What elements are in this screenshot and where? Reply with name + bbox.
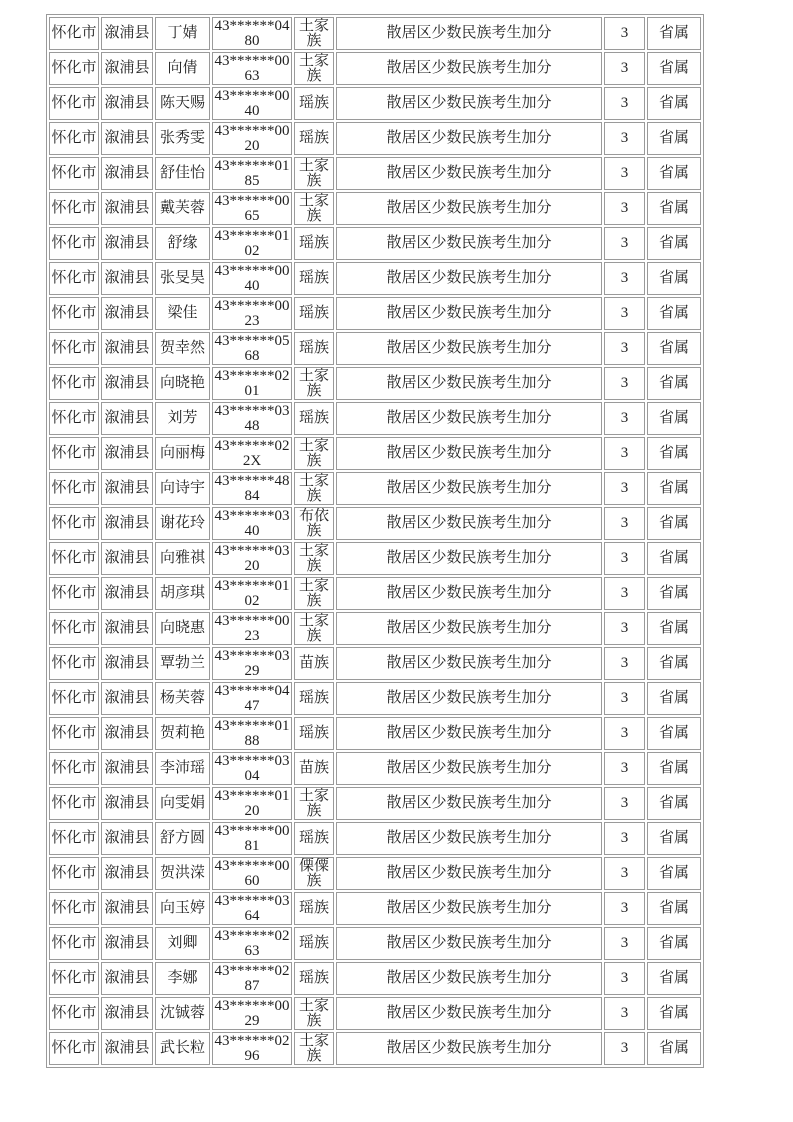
table-row [49, 647, 701, 680]
cell-bonus_type: 散居区少数民族考生加分 [336, 577, 602, 610]
cell-scope: 省属 [647, 892, 701, 925]
cell-county: 溆浦县 [101, 542, 153, 575]
cell-city: 怀化市 [49, 87, 99, 120]
cell-city: 怀化市 [49, 227, 99, 260]
cell-scope: 省属 [647, 227, 701, 260]
cell-scope: 省属 [647, 507, 701, 540]
cell-city: 怀化市 [49, 857, 99, 890]
cell-name: 向玉婷 [155, 892, 210, 925]
cell-bonus_type: 散居区少数民族考生加分 [336, 227, 602, 260]
table-row [49, 17, 701, 50]
cell-id: 43******0060 [212, 857, 292, 890]
table-row [49, 122, 701, 155]
table-row [49, 577, 701, 610]
cell-county: 溆浦县 [101, 962, 153, 995]
cell-scope: 省属 [647, 472, 701, 505]
cell-city: 怀化市 [49, 472, 99, 505]
cell-name: 向诗宇 [155, 472, 210, 505]
cell-name: 武长粒 [155, 1032, 210, 1065]
cell-scope: 省属 [647, 647, 701, 680]
cell-points: 3 [604, 227, 645, 260]
cell-id: 43******0065 [212, 192, 292, 225]
cell-ethnicity: 土家族 [294, 787, 334, 820]
cell-ethnicity: 土家族 [294, 612, 334, 645]
cell-county: 溆浦县 [101, 892, 153, 925]
cell-bonus_type: 散居区少数民族考生加分 [336, 17, 602, 50]
cell-ethnicity: 瑶族 [294, 927, 334, 960]
cell-points: 3 [604, 332, 645, 365]
cell-id: 43******0329 [212, 647, 292, 680]
table-row [49, 157, 701, 190]
cell-id: 43******0447 [212, 682, 292, 715]
cell-points: 3 [604, 472, 645, 505]
cell-points: 3 [604, 717, 645, 750]
cell-county: 溆浦县 [101, 17, 153, 50]
cell-ethnicity: 苗族 [294, 752, 334, 785]
cell-bonus_type: 散居区少数民族考生加分 [336, 262, 602, 295]
table-row [49, 367, 701, 400]
cell-points: 3 [604, 577, 645, 610]
cell-points: 3 [604, 52, 645, 85]
cell-points: 3 [604, 752, 645, 785]
cell-bonus_type: 散居区少数民族考生加分 [336, 962, 602, 995]
cell-ethnicity: 瑶族 [294, 227, 334, 260]
cell-id: 43******0320 [212, 542, 292, 575]
cell-name: 刘卿 [155, 927, 210, 960]
cell-bonus_type: 散居区少数民族考生加分 [336, 402, 602, 435]
cell-city: 怀化市 [49, 332, 99, 365]
table-row [49, 962, 701, 995]
cell-scope: 省属 [647, 192, 701, 225]
table-row [49, 332, 701, 365]
cell-name: 梁佳 [155, 297, 210, 330]
cell-points: 3 [604, 857, 645, 890]
table-row [49, 87, 701, 120]
cell-bonus_type: 散居区少数民族考生加分 [336, 857, 602, 890]
cell-ethnicity: 瑶族 [294, 682, 334, 715]
cell-county: 溆浦县 [101, 87, 153, 120]
cell-county: 溆浦县 [101, 717, 153, 750]
cell-scope: 省属 [647, 437, 701, 470]
cell-city: 怀化市 [49, 507, 99, 540]
cell-scope: 省属 [647, 297, 701, 330]
cell-id: 43******0185 [212, 157, 292, 190]
cell-name: 李沛瑶 [155, 752, 210, 785]
cell-ethnicity: 瑶族 [294, 892, 334, 925]
cell-points: 3 [604, 822, 645, 855]
cell-points: 3 [604, 927, 645, 960]
cell-name: 戴芙蓉 [155, 192, 210, 225]
cell-scope: 省属 [647, 17, 701, 50]
cell-name: 向雅祺 [155, 542, 210, 575]
cell-bonus_type: 散居区少数民族考生加分 [336, 87, 602, 120]
table-row [49, 892, 701, 925]
cell-scope: 省属 [647, 157, 701, 190]
cell-city: 怀化市 [49, 717, 99, 750]
cell-id: 43******0263 [212, 927, 292, 960]
cell-scope: 省属 [647, 962, 701, 995]
cell-bonus_type: 散居区少数民族考生加分 [336, 192, 602, 225]
cell-id: 43******0102 [212, 227, 292, 260]
cell-id: 43******4884 [212, 472, 292, 505]
cell-name: 贺洪溁 [155, 857, 210, 890]
cell-bonus_type: 散居区少数民族考生加分 [336, 507, 602, 540]
cell-name: 舒缘 [155, 227, 210, 260]
cell-ethnicity: 瑶族 [294, 962, 334, 995]
cell-scope: 省属 [647, 717, 701, 750]
cell-id: 43******0340 [212, 507, 292, 540]
cell-name: 贺幸然 [155, 332, 210, 365]
cell-bonus_type: 散居区少数民族考生加分 [336, 752, 602, 785]
cell-ethnicity: 土家族 [294, 997, 334, 1030]
cell-city: 怀化市 [49, 402, 99, 435]
cell-id: 43******0287 [212, 962, 292, 995]
cell-name: 向丽梅 [155, 437, 210, 470]
cell-ethnicity: 瑶族 [294, 262, 334, 295]
cell-name: 向雯娟 [155, 787, 210, 820]
cell-ethnicity: 土家族 [294, 367, 334, 400]
cell-city: 怀化市 [49, 542, 99, 575]
cell-bonus_type: 散居区少数民族考生加分 [336, 822, 602, 855]
cell-ethnicity: 土家族 [294, 1032, 334, 1065]
cell-name: 张秀雯 [155, 122, 210, 155]
cell-bonus_type: 散居区少数民族考生加分 [336, 542, 602, 575]
cell-city: 怀化市 [49, 752, 99, 785]
cell-scope: 省属 [647, 402, 701, 435]
cell-ethnicity: 土家族 [294, 542, 334, 575]
cell-county: 溆浦县 [101, 52, 153, 85]
cell-scope: 省属 [647, 1032, 701, 1065]
cell-ethnicity: 土家族 [294, 437, 334, 470]
cell-ethnicity: 苗族 [294, 647, 334, 680]
cell-name: 胡彦琪 [155, 577, 210, 610]
table-row [49, 927, 701, 960]
cell-county: 溆浦县 [101, 787, 153, 820]
cell-bonus_type: 散居区少数民族考生加分 [336, 892, 602, 925]
cell-bonus_type: 散居区少数民族考生加分 [336, 157, 602, 190]
table-row [49, 297, 701, 330]
cell-ethnicity: 土家族 [294, 52, 334, 85]
cell-points: 3 [604, 1032, 645, 1065]
cell-id: 43******0120 [212, 787, 292, 820]
cell-city: 怀化市 [49, 52, 99, 85]
cell-scope: 省属 [647, 332, 701, 365]
table-row [49, 717, 701, 750]
table-row [49, 542, 701, 575]
cell-county: 溆浦县 [101, 682, 153, 715]
cell-city: 怀化市 [49, 437, 99, 470]
cell-bonus_type: 散居区少数民族考生加分 [336, 927, 602, 960]
table-row [49, 472, 701, 505]
cell-county: 溆浦县 [101, 122, 153, 155]
cell-county: 溆浦县 [101, 857, 153, 890]
cell-id: 43******0364 [212, 892, 292, 925]
cell-county: 溆浦县 [101, 997, 153, 1030]
cell-points: 3 [604, 507, 645, 540]
cell-county: 溆浦县 [101, 227, 153, 260]
cell-city: 怀化市 [49, 892, 99, 925]
cell-ethnicity: 土家族 [294, 577, 334, 610]
cell-bonus_type: 散居区少数民族考生加分 [336, 647, 602, 680]
cell-id: 43******0081 [212, 822, 292, 855]
cell-scope: 省属 [647, 787, 701, 820]
cell-id: 43******0029 [212, 997, 292, 1030]
cell-id: 43******0348 [212, 402, 292, 435]
cell-points: 3 [604, 262, 645, 295]
cell-city: 怀化市 [49, 647, 99, 680]
cell-ethnicity: 布依族 [294, 507, 334, 540]
cell-scope: 省属 [647, 752, 701, 785]
cell-id: 43******0023 [212, 297, 292, 330]
cell-city: 怀化市 [49, 962, 99, 995]
cell-id: 43******0568 [212, 332, 292, 365]
table-row [49, 52, 701, 85]
cell-scope: 省属 [647, 997, 701, 1030]
table-row [49, 857, 701, 890]
cell-county: 溆浦县 [101, 647, 153, 680]
cell-ethnicity: 瑶族 [294, 122, 334, 155]
cell-county: 溆浦县 [101, 192, 153, 225]
cell-city: 怀化市 [49, 682, 99, 715]
cell-points: 3 [604, 87, 645, 120]
cell-county: 溆浦县 [101, 402, 153, 435]
cell-name: 沈铖蓉 [155, 997, 210, 1030]
cell-name: 覃勃兰 [155, 647, 210, 680]
cell-scope: 省属 [647, 682, 701, 715]
cell-scope: 省属 [647, 857, 701, 890]
cell-points: 3 [604, 437, 645, 470]
cell-name: 陈天赐 [155, 87, 210, 120]
cell-id: 43******0188 [212, 717, 292, 750]
cell-name: 杨芙蓉 [155, 682, 210, 715]
cell-name: 贺莉艳 [155, 717, 210, 750]
cell-city: 怀化市 [49, 822, 99, 855]
cell-points: 3 [604, 962, 645, 995]
cell-city: 怀化市 [49, 367, 99, 400]
cell-id: 43******0040 [212, 87, 292, 120]
cell-name: 李娜 [155, 962, 210, 995]
cell-city: 怀化市 [49, 577, 99, 610]
cell-city: 怀化市 [49, 297, 99, 330]
cell-id: 43******0102 [212, 577, 292, 610]
cell-county: 溆浦县 [101, 262, 153, 295]
cell-ethnicity: 土家族 [294, 192, 334, 225]
cell-id: 43******0040 [212, 262, 292, 295]
cell-city: 怀化市 [49, 17, 99, 50]
table-row [49, 822, 701, 855]
cell-id: 43******022X [212, 437, 292, 470]
cell-city: 怀化市 [49, 262, 99, 295]
cell-points: 3 [604, 157, 645, 190]
cell-scope: 省属 [647, 577, 701, 610]
cell-ethnicity: 土家族 [294, 157, 334, 190]
cell-name: 舒佳怡 [155, 157, 210, 190]
cell-county: 溆浦县 [101, 297, 153, 330]
cell-scope: 省属 [647, 262, 701, 295]
cell-bonus_type: 散居区少数民族考生加分 [336, 297, 602, 330]
cell-county: 溆浦县 [101, 472, 153, 505]
cell-county: 溆浦县 [101, 752, 153, 785]
cell-county: 溆浦县 [101, 927, 153, 960]
cell-points: 3 [604, 647, 645, 680]
cell-city: 怀化市 [49, 997, 99, 1030]
cell-county: 溆浦县 [101, 822, 153, 855]
table-row [49, 787, 701, 820]
cell-county: 溆浦县 [101, 437, 153, 470]
cell-bonus_type: 散居区少数民族考生加分 [336, 787, 602, 820]
cell-points: 3 [604, 402, 645, 435]
cell-bonus_type: 散居区少数民族考生加分 [336, 1032, 602, 1065]
cell-points: 3 [604, 17, 645, 50]
cell-name: 向晓艳 [155, 367, 210, 400]
cell-bonus_type: 散居区少数民族考生加分 [336, 717, 602, 750]
cell-name: 刘芳 [155, 402, 210, 435]
cell-county: 溆浦县 [101, 577, 153, 610]
table-row [49, 507, 701, 540]
cell-scope: 省属 [647, 822, 701, 855]
cell-scope: 省属 [647, 927, 701, 960]
cell-id: 43******0304 [212, 752, 292, 785]
cell-county: 溆浦县 [101, 157, 153, 190]
cell-name: 舒方圆 [155, 822, 210, 855]
cell-county: 溆浦县 [101, 367, 153, 400]
cell-name: 谢花玲 [155, 507, 210, 540]
cell-city: 怀化市 [49, 1032, 99, 1065]
cell-ethnicity: 瑶族 [294, 717, 334, 750]
cell-points: 3 [604, 192, 645, 225]
cell-points: 3 [604, 892, 645, 925]
cell-name: 张旻昊 [155, 262, 210, 295]
cell-points: 3 [604, 612, 645, 645]
cell-id: 43******0296 [212, 1032, 292, 1065]
cell-bonus_type: 散居区少数民族考生加分 [336, 612, 602, 645]
cell-points: 3 [604, 542, 645, 575]
table-row [49, 997, 701, 1030]
cell-ethnicity: 土家族 [294, 17, 334, 50]
cell-scope: 省属 [647, 87, 701, 120]
cell-id: 43******0063 [212, 52, 292, 85]
cell-ethnicity: 瑶族 [294, 87, 334, 120]
cell-city: 怀化市 [49, 122, 99, 155]
cell-city: 怀化市 [49, 157, 99, 190]
cell-points: 3 [604, 997, 645, 1030]
cell-ethnicity: 傈僳族 [294, 857, 334, 890]
cell-ethnicity: 瑶族 [294, 332, 334, 365]
table-row [49, 682, 701, 715]
cell-bonus_type: 散居区少数民族考生加分 [336, 437, 602, 470]
cell-city: 怀化市 [49, 787, 99, 820]
cell-city: 怀化市 [49, 192, 99, 225]
cell-scope: 省属 [647, 612, 701, 645]
cell-points: 3 [604, 682, 645, 715]
cell-name: 丁婧 [155, 17, 210, 50]
cell-bonus_type: 散居区少数民族考生加分 [336, 682, 602, 715]
cell-scope: 省属 [647, 52, 701, 85]
cell-id: 43******0020 [212, 122, 292, 155]
cell-bonus_type: 散居区少数民族考生加分 [336, 332, 602, 365]
cell-city: 怀化市 [49, 612, 99, 645]
cell-ethnicity: 瑶族 [294, 297, 334, 330]
cell-scope: 省属 [647, 542, 701, 575]
cell-bonus_type: 散居区少数民族考生加分 [336, 367, 602, 400]
minority-bonus-table [46, 14, 704, 1068]
cell-bonus_type: 散居区少数民族考生加分 [336, 122, 602, 155]
cell-ethnicity: 瑶族 [294, 822, 334, 855]
cell-scope: 省属 [647, 122, 701, 155]
cell-id: 43******0480 [212, 17, 292, 50]
table-row [49, 262, 701, 295]
cell-name: 向晓惠 [155, 612, 210, 645]
table-row [49, 752, 701, 785]
cell-bonus_type: 散居区少数民族考生加分 [336, 997, 602, 1030]
cell-city: 怀化市 [49, 927, 99, 960]
table-row [49, 437, 701, 470]
cell-ethnicity: 土家族 [294, 472, 334, 505]
table-row [49, 402, 701, 435]
cell-id: 43******0201 [212, 367, 292, 400]
cell-scope: 省属 [647, 367, 701, 400]
cell-points: 3 [604, 367, 645, 400]
cell-bonus_type: 散居区少数民族考生加分 [336, 52, 602, 85]
cell-bonus_type: 散居区少数民族考生加分 [336, 472, 602, 505]
cell-points: 3 [604, 787, 645, 820]
cell-county: 溆浦县 [101, 612, 153, 645]
table-row [49, 192, 701, 225]
cell-ethnicity: 瑶族 [294, 402, 334, 435]
table-row [49, 1032, 701, 1065]
table-row [49, 612, 701, 645]
cell-name: 向倩 [155, 52, 210, 85]
table-row [49, 227, 701, 260]
cell-points: 3 [604, 122, 645, 155]
cell-county: 溆浦县 [101, 332, 153, 365]
cell-county: 溆浦县 [101, 507, 153, 540]
cell-id: 43******0023 [212, 612, 292, 645]
cell-county: 溆浦县 [101, 1032, 153, 1065]
cell-points: 3 [604, 297, 645, 330]
